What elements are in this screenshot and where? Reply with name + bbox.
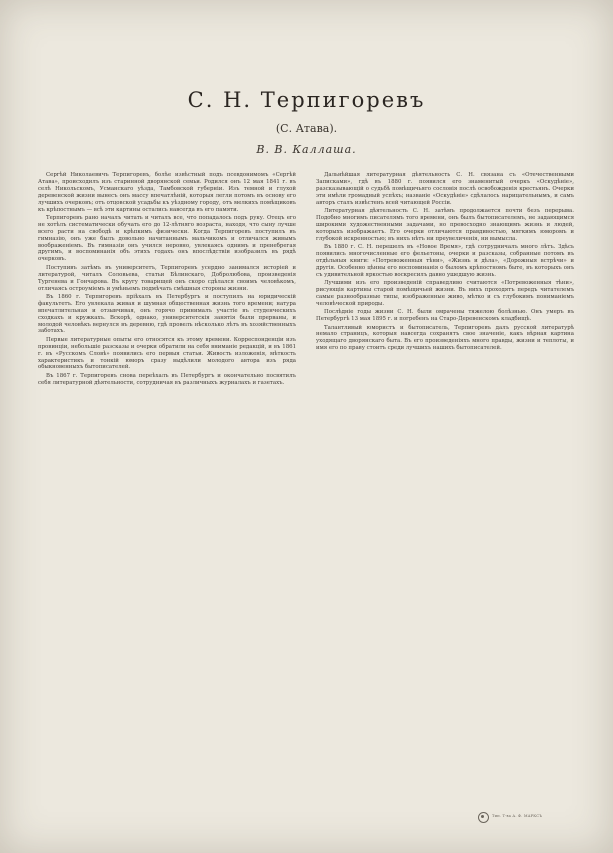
paragraph: Въ 1880 г. С. Н. перешелъ въ «Новое Время», гдѣ сотрудничалъ много лѣтъ. Здѣсь появились многочисленные его фельетоны, очерки и разсказы, собранные потомъ въ отдѣльныя книги: «Потревоженныя тѣни», «Жизнь и дѣла», «Дорожныя встрѣчи» и другія. Особенно цѣнны его воспоминанія о быломъ крѣпостномъ быте, въ которыхъ онъ съ удивительной яркостью воскресилъ давно ушедшую жизнь. (316, 244, 574, 278)
paragraph: Первые литературные опыты его относятся къ этому времени. Корреспонденціи изъ провинціи, небольшіе разсказы и очерки обратили на себя вниманіе редакцій, и въ 1861 г. въ «Русскомъ Словѣ» появились его первыя статьи. Живость изложенія, мѣткость характеристикъ и тонкій юморъ сразу выдѣлили молодого автора изъ ряда обыкновенныхъ бытописателей. (38, 336, 296, 371)
page-title: С. Н. Терпигоревъ (187, 88, 426, 112)
paragraph: Въ 1867 г. Терпигоревъ снова переѣхалъ въ Петербургъ и окончательно посвятилъ себя литературной дѣятельности, сотрудничая въ различныхъ журналахъ и газетахъ. (38, 372, 296, 386)
paragraph: Лучшими изъ его произведеній справедливо считаются «Потревоженныя тѣни», рисующія картины старой помѣщичьей жизни. Въ нихъ проходятъ передъ читателемъ самые разнообразные типы, изображенные живо, мѣтко и съ глубокимъ пониманіемъ человѣческой природы. (316, 280, 574, 307)
paragraph: Литературная дѣятельность С. Н. затѣмъ продолжается почти безъ перерыва. Подобно многимъ писателямъ того времени, онъ былъ бытописателемъ, не задающимся широкими художественными задачами, но превосходно знающимъ жизнь и людей, которыхъ изображаетъ. Его очерки отличаются правдивостью, мягкимъ юморомъ и глубокой искренностью; въ нихъ нѣтъ ни преувеличенія, ни вымысла. (316, 208, 574, 242)
printer-seal-icon (478, 812, 489, 823)
paragraph: Сергѣй Николаевичъ Терпигоревъ, болѣе извѣстный подъ псевдонимомъ «Сергѣй Атава», происходилъ изъ старинной дворянской семьи. Родился онъ 12 мая 1841 г. въ селѣ Никольскомъ, Усманскаго уѣзда, Тамбовской губерніи. Изъ темной и глухой деревенской жизни вынесъ онъ массу впечатлѣній, которыя легли потомъ въ основу его лучшихъ очерковъ; отъ отцовской усадьбы къ уѣздному городу, отъ мелкихъ помѣщиковъ къ крѣпостнымъ — всѣ эти картины остались навсегда въ его памяти. (38, 172, 296, 213)
paragraph: Терпигоревъ рано началъ читать и читалъ все, что попадалось подъ руку. Отецъ его не хотѣлъ систематически обучать его до 12-лѣтняго возраста, находя, что сыну лучше всего расти на свободѣ и крѣпкимъ физически. Когда Терпигоревъ поступилъ въ гимназію, онъ уже былъ довольно начитаннымъ мальчикомъ и отличался живымъ воображеніемъ. Въ гимназіи онъ учился неровно, увлекаясь однимъ и пренебрегая другимъ, и воспоминанія объ этихъ годахъ онъ впослѣдствіи изобразилъ въ рядѣ очерковъ. (38, 214, 296, 263)
paragraph: Дальнѣйшая литературная дѣятельность С. Н. связана съ «Отечественными Записками», гдѣ въ 1880 г. появился его знаменитый очеркъ «Оскудѣніе», разсказывающій о судьбѣ помѣщичьяго сословія послѣ освобожденія крестьянъ. Очерки эти имѣли громадный успѣхъ; названіе «Оскудѣніе» сдѣлалось нарицательнымъ, и самъ авторъ сталъ извѣстенъ всей читающей Россіи. (316, 172, 574, 206)
printer-mark: Тип. Т-ва А. Ф. МАРКСЪ (492, 814, 543, 818)
article-author: В. В. Каллаша. (256, 143, 357, 156)
pseudonym-subtitle: (С. Атава). (275, 122, 338, 135)
right-column (316, 172, 574, 354)
paragraph: Поступивъ затѣмъ въ университетъ, Терпигоревъ усердно занимался исторіей и литературой, читалъ Соловьева, статьи Бѣлинскаго, Добролюбова, произведенія Тургенева и Гончарова. Въ кругу товарищей онъ скоро сдѣлался своимъ человѣкомъ, отличаясь остроуміемъ и умѣньемъ подмѣчать смѣшныя стороны жизни. (38, 264, 296, 292)
paragraph: Послѣдніе годы жизни С. Н. были омрачены тяжелою болѣзнью. Онъ умеръ въ Петербургѣ 13 мая 1895 г. и погребенъ на Старо-Деревенскомъ кладбищѣ. (316, 309, 574, 323)
paragraph: Въ 1860 г. Терпигоревъ пріѣхалъ въ Петербургъ и поступилъ на юридическій факультетъ. Его увлекала живая и шумная общественная жизнь того времени; натура впечатлительная и отзывчивая, онъ горячо принималъ участіе въ студенческихъ сходкахъ и кружкахъ. Вскорѣ, однако, университетскія занятія были прерваны, и молодой человѣкъ вернулся въ деревню, гдѣ провелъ нѣсколько лѣтъ въ хозяйственныхъ заботахъ. (38, 293, 296, 335)
left-column (38, 172, 296, 388)
paragraph: Талантливый юмористъ и бытописатель, Терпигоревъ далъ русской литературѣ немало страницъ, которыя навсегда сохранятъ свое значеніе, какъ вѣрная картина уходящаго дворянскаго быта. Въ его произведеніяхъ много правды, жизни и теплоты, и имя его по праву стоитъ среди лучшихъ нашихъ бытописателей. (316, 324, 574, 352)
